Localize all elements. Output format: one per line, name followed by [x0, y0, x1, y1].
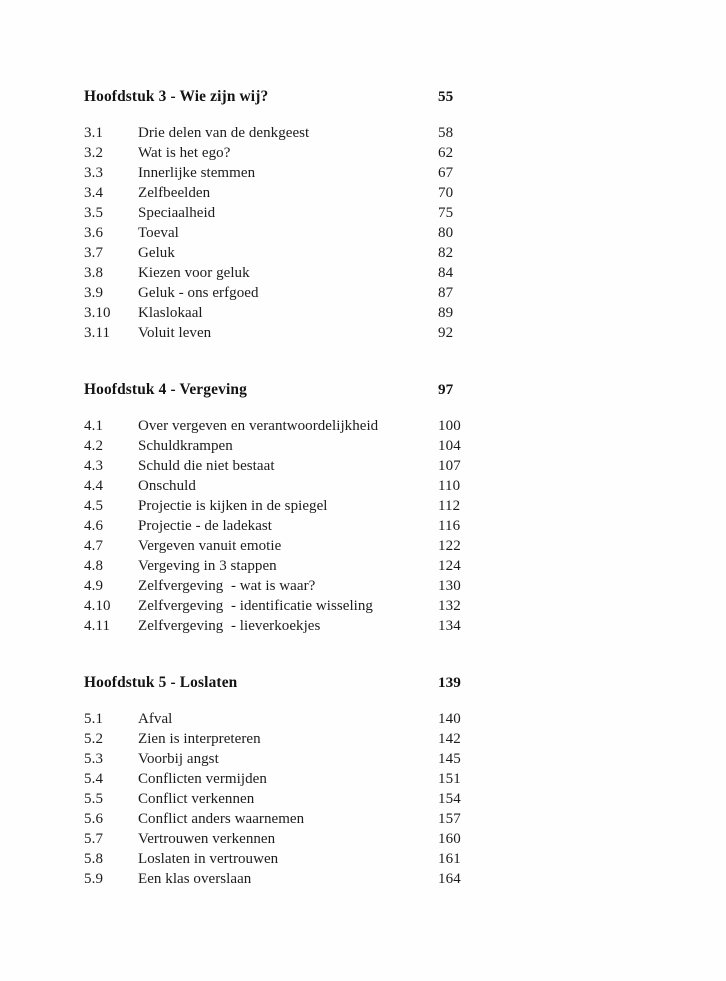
section-title: Toeval — [138, 225, 179, 241]
section-title: Zelfbeelden — [138, 185, 211, 201]
chapter-heading — [84, 381, 524, 403]
toc-entry — [84, 143, 524, 163]
toc-entry — [84, 263, 524, 283]
section-title: Projectie - de ladekast — [138, 518, 273, 534]
toc-entry — [84, 789, 524, 809]
section-page-number: 107 — [438, 458, 461, 474]
chapter-page-number: 55 — [438, 88, 454, 105]
toc-entry — [84, 536, 524, 556]
section-number: 4.3 — [84, 458, 104, 474]
section-page-number: 116 — [438, 518, 461, 534]
section-page-number: 62 — [438, 145, 454, 161]
toc-entry — [84, 749, 524, 769]
section-number: 5.1 — [84, 711, 104, 727]
section-page-number: 142 — [438, 731, 461, 747]
section-number: 3.4 — [84, 185, 104, 201]
section-page-number: 161 — [438, 851, 461, 867]
chapter-heading — [84, 88, 524, 110]
table-of-contents — [84, 88, 524, 889]
section-title: Conflict verkennen — [138, 791, 255, 807]
section-title: Zelfvergeving - identificatie wisseling — [138, 598, 373, 614]
toc-entry — [84, 556, 524, 576]
section-number: 3.3 — [84, 165, 104, 181]
section-number: 5.6 — [84, 811, 104, 827]
toc-entry — [84, 456, 524, 476]
toc-entry — [84, 223, 524, 243]
section-page-number: 130 — [438, 578, 461, 594]
chapter-page-number: 139 — [438, 674, 461, 691]
section-title: Conflicten vermijden — [138, 771, 267, 787]
section-number: 3.8 — [84, 265, 104, 281]
section-title: Innerlijke stemmen — [138, 165, 256, 181]
section-page-number: 104 — [438, 438, 461, 454]
section-title: Schuldkrampen — [138, 438, 233, 454]
section-number: 3.2 — [84, 145, 104, 161]
section-page-number: 87 — [438, 285, 454, 301]
toc-entry — [84, 123, 524, 143]
section-number: 4.7 — [84, 538, 104, 554]
section-title: Wat is het ego? — [138, 145, 231, 161]
section-page-number: 89 — [438, 305, 454, 321]
section-page-number: 82 — [438, 245, 454, 261]
section-number: 5.2 — [84, 731, 104, 747]
toc-entry — [84, 203, 524, 223]
section-number: 3.11 — [84, 325, 111, 341]
section-page-number: 132 — [438, 598, 461, 614]
section-title: Zien is interpreteren — [138, 731, 261, 747]
section-title: Vertrouwen verkennen — [138, 831, 276, 847]
toc-entry — [84, 769, 524, 789]
section-number: 4.1 — [84, 418, 104, 434]
section-page-number: 75 — [438, 205, 454, 221]
section-number: 4.10 — [84, 598, 111, 614]
chapter-heading — [84, 674, 524, 696]
toc-entry — [84, 183, 524, 203]
section-page-number: 100 — [438, 418, 461, 434]
toc-entry — [84, 709, 524, 729]
toc-entry — [84, 829, 524, 849]
section-list — [84, 416, 524, 636]
section-number: 4.5 — [84, 498, 104, 514]
section-page-number: 145 — [438, 751, 461, 767]
section-title: Geluk — [138, 245, 175, 261]
chapter-title: Hoofdstuk 5 - Loslaten — [84, 674, 238, 691]
toc-entry — [84, 616, 524, 636]
section-number: 4.6 — [84, 518, 104, 534]
section-page-number: 80 — [438, 225, 454, 241]
section-number: 5.3 — [84, 751, 104, 767]
section-list — [84, 709, 524, 889]
section-page-number: 151 — [438, 771, 461, 787]
chapter-title: Hoofdstuk 3 - Wie zijn wij? — [84, 88, 269, 105]
toc-entry — [84, 596, 524, 616]
section-title: Projectie is kijken in de spiegel — [138, 498, 328, 514]
section-page-number: 134 — [438, 618, 461, 634]
section-title: Conflict anders waarnemen — [138, 811, 305, 827]
section-number: 3.7 — [84, 245, 104, 261]
section-number: 5.5 — [84, 791, 104, 807]
section-number: 3.6 — [84, 225, 104, 241]
section-title: Zelfvergeving - lieverkoekjes — [138, 618, 321, 634]
section-title: Kiezen voor geluk — [138, 265, 250, 281]
toc-entry — [84, 576, 524, 596]
section-title: Over vergeven en verantwoordelijkheid — [138, 418, 379, 434]
section-page-number: 124 — [438, 558, 461, 574]
section-title: Een klas overslaan — [138, 871, 252, 887]
section-number: 4.4 — [84, 478, 104, 494]
section-page-number: 164 — [438, 871, 461, 887]
section-number: 3.1 — [84, 125, 104, 141]
section-title: Zelfvergeving - wat is waar? — [138, 578, 316, 594]
section-number: 4.11 — [84, 618, 111, 634]
section-title: Afval — [138, 711, 173, 727]
section-page-number: 58 — [438, 125, 454, 141]
toc-entry — [84, 809, 524, 829]
section-page-number: 160 — [438, 831, 461, 847]
toc-entry — [84, 849, 524, 869]
section-title: Voluit leven — [138, 325, 212, 341]
toc-entry — [84, 496, 524, 516]
toc-entry — [84, 283, 524, 303]
section-page-number: 110 — [438, 478, 461, 494]
section-page-number: 157 — [438, 811, 461, 827]
toc-entry — [84, 869, 524, 889]
toc-entry — [84, 243, 524, 263]
section-number: 3.10 — [84, 305, 111, 321]
section-page-number: 112 — [438, 498, 461, 514]
section-number: 3.5 — [84, 205, 104, 221]
section-title: Geluk - ons erfgoed — [138, 285, 259, 301]
section-number: 3.9 — [84, 285, 104, 301]
section-number: 5.4 — [84, 771, 104, 787]
toc-entry — [84, 323, 524, 343]
section-number: 4.8 — [84, 558, 104, 574]
section-page-number: 122 — [438, 538, 461, 554]
toc-entry — [84, 436, 524, 456]
chapter-title: Hoofdstuk 4 - Vergeving — [84, 381, 247, 398]
section-page-number: 84 — [438, 265, 454, 281]
section-number: 4.9 — [84, 578, 104, 594]
section-title: Vergeving in 3 stappen — [138, 558, 277, 574]
toc-entry — [84, 476, 524, 496]
section-title: Onschuld — [138, 478, 196, 494]
toc-entry — [84, 516, 524, 536]
section-title: Loslaten in vertrouwen — [138, 851, 279, 867]
toc-entry — [84, 729, 524, 749]
section-page-number: 70 — [438, 185, 454, 201]
section-title: Schuld die niet bestaat — [138, 458, 275, 474]
section-list — [84, 123, 524, 343]
section-page-number: 140 — [438, 711, 461, 727]
toc-entry — [84, 416, 524, 436]
section-title: Drie delen van de denkgeest — [138, 125, 310, 141]
toc-entry — [84, 303, 524, 323]
toc-entry — [84, 163, 524, 183]
section-title: Speciaalheid — [138, 205, 216, 221]
chapter-page-number: 97 — [438, 381, 454, 398]
section-number: 5.8 — [84, 851, 104, 867]
section-page-number: 67 — [438, 165, 454, 181]
section-page-number: 154 — [438, 791, 461, 807]
section-page-number: 92 — [438, 325, 454, 341]
section-title: Klaslokaal — [138, 305, 203, 321]
section-title: Vergeven vanuit emotie — [138, 538, 282, 554]
section-number: 4.2 — [84, 438, 104, 454]
section-title: Voorbij angst — [138, 751, 219, 767]
section-number: 5.7 — [84, 831, 104, 847]
section-number: 5.9 — [84, 871, 104, 887]
